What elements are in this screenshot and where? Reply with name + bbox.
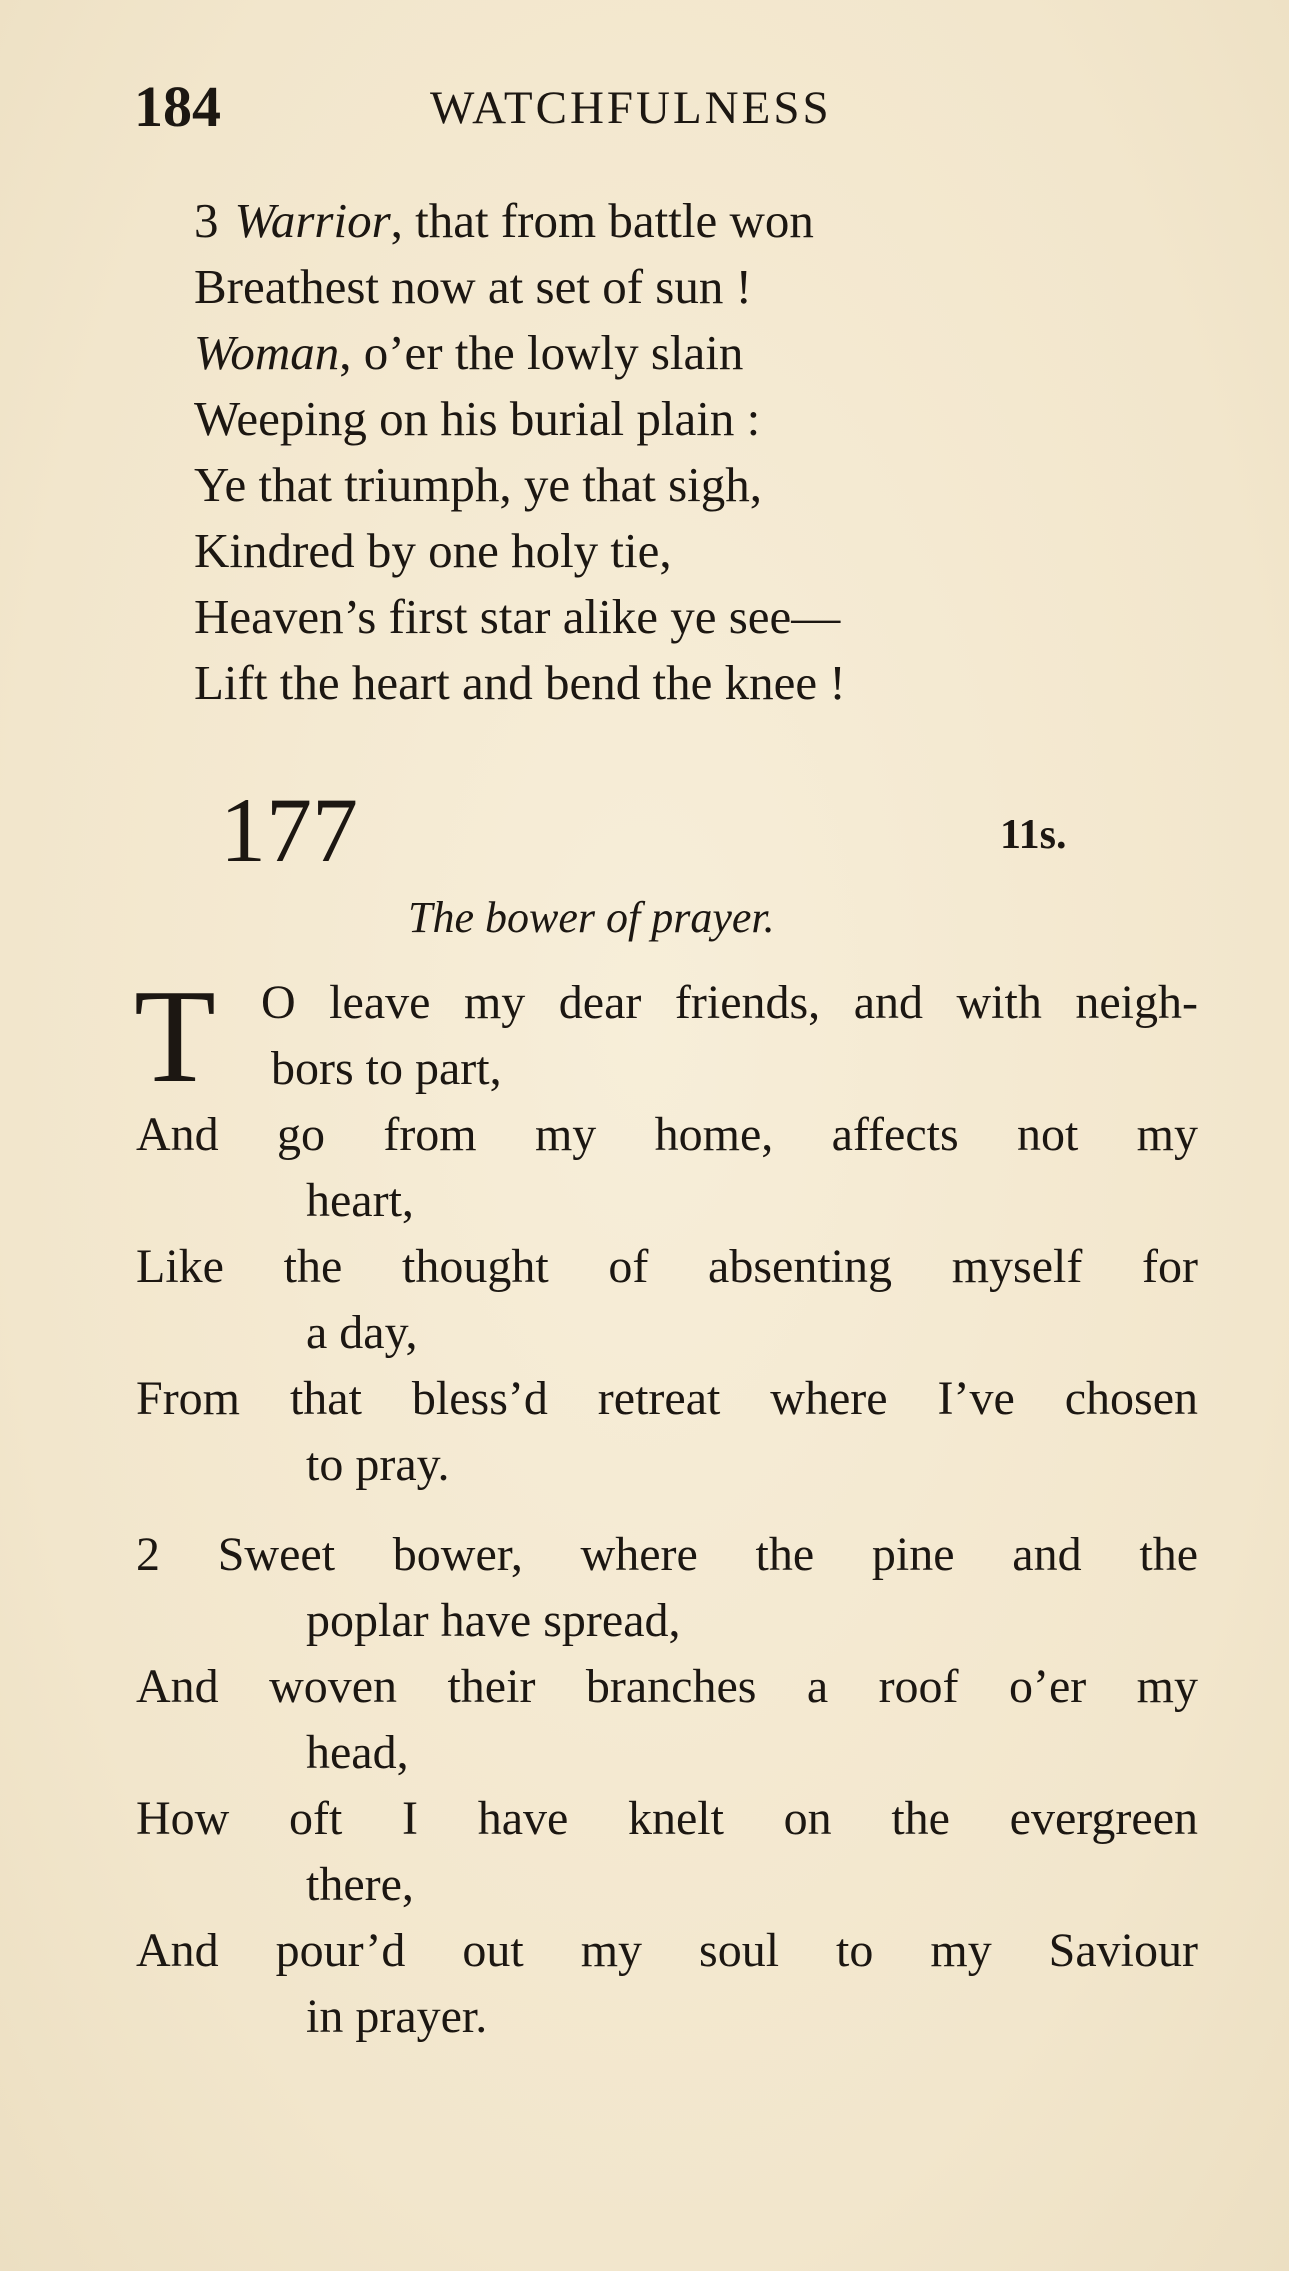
line-text: Kindred by one holy tie,: [194, 523, 672, 578]
stanza-line: [194, 452, 1154, 518]
line-text: Heaven’s first star alike ye see—: [194, 589, 841, 644]
verse-2: [136, 1522, 1198, 2050]
hymn-heading: [0, 775, 1289, 885]
line-text: Ye that triumph, ye that sigh,: [194, 457, 763, 512]
verse-line-continuation: bors to part,: [271, 1042, 502, 1095]
hymn-subtitle: The bower of prayer.: [408, 893, 775, 942]
verse-line: Like the thought of absenting myself for: [136, 1240, 1198, 1293]
stanza-line: [194, 386, 1154, 452]
verse-line-continuation: heart,: [306, 1174, 414, 1227]
italic-word: Woman: [194, 325, 340, 380]
verse-line: How oft I have knelt on the evergreen: [136, 1792, 1198, 1845]
line-text: , o’er the lowly slain: [339, 325, 744, 380]
verse-line: 2 Sweet bower, where the pine and the: [136, 1528, 1198, 1581]
page-number: 184: [134, 74, 221, 139]
verse-line-continuation: a day,: [306, 1306, 418, 1359]
verse-opening: [134, 962, 1198, 1110]
verse-line: And woven their branches a roof o’er my: [136, 1660, 1198, 1713]
line-text: Breathest now at set of sun !: [194, 259, 752, 314]
hymn-number: 177: [220, 779, 358, 881]
line-text: Lift the heart and bend the knee !: [194, 655, 846, 710]
stanza-line: [194, 650, 1154, 716]
line-text: , that from battle won: [390, 193, 814, 248]
stanza-line: [194, 254, 1154, 320]
verse-line-continuation: in prayer.: [306, 1990, 488, 2043]
stanza-line: [194, 320, 1154, 386]
verse-line: O leave my dear friends, and with neigh-: [261, 976, 1198, 1029]
verse-line-continuation: head,: [306, 1726, 409, 1779]
verse-line-continuation: to pray.: [306, 1438, 450, 1491]
verse-line: From that bless’d retreat where I’ve chosen: [136, 1372, 1198, 1425]
verse-line-continuation: there,: [306, 1858, 414, 1911]
running-head: WATCHFULNESS: [430, 82, 832, 134]
hymn-meter: 11s.: [1000, 812, 1067, 858]
drop-cap: T: [134, 962, 216, 1110]
stanza-line: [194, 584, 1154, 650]
stanza-line: [194, 188, 1154, 254]
verse-line: And go from my home, affects not my: [136, 1108, 1198, 1161]
stanza-line: [194, 518, 1154, 584]
stanza-number: 3: [194, 193, 219, 248]
italic-word: Warrior: [234, 193, 391, 248]
line-text: Weeping on his burial plain :: [194, 391, 761, 446]
stanza-3: [194, 188, 1154, 716]
verse-line: And pour’d out my soul to my Saviour: [136, 1924, 1198, 1977]
verse-1: [134, 962, 1198, 1498]
verse-line-continuation: poplar have spread,: [306, 1594, 681, 1647]
page-header: [0, 72, 1289, 142]
